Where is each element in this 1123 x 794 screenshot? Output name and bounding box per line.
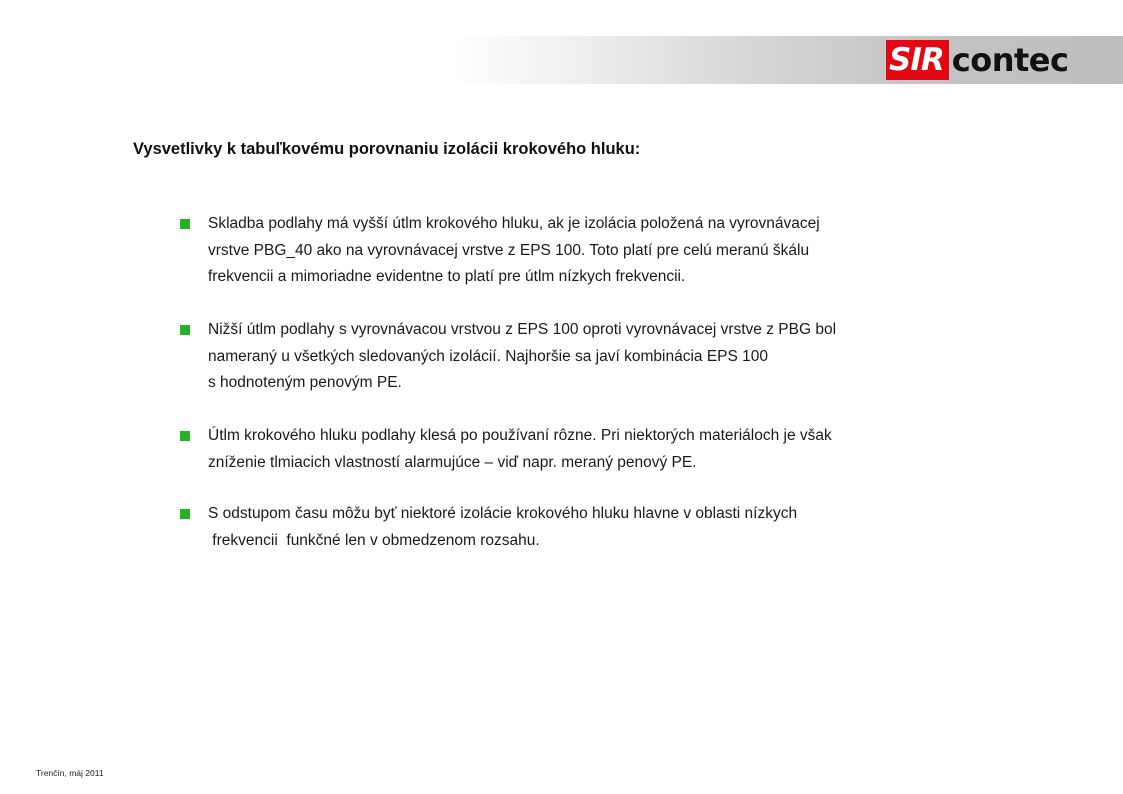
bullet-text-line: nameraný u všetkých sledovaných izolácií. Najhoršie sa javí kombinácia EPS 100 xyxy=(208,347,768,365)
bullet-text-line: S odstupom času môžu byť niektoré izolácie krokového hluku hlavne v oblasti nízkych xyxy=(208,505,798,522)
page-title: Vysvetlivky k tabuľkovému porovnaniu izolácii krokového hluku: xyxy=(133,140,641,158)
bullet-text-line: Skladba podlahy má vyšší útlm krokového hluku, ak je izolácia položená na vyrovnávacej xyxy=(208,215,820,232)
bullet-text-line: frekvencii funkčné len v obmedzenom rozsahu. xyxy=(208,531,540,549)
bullet-text-line: Útlm krokového hluku podlahy klesá po používaní rôzne. Pri niektorých materiáloch je však xyxy=(208,427,832,444)
footer-date-location: Trenčín, máj 2011 xyxy=(36,768,104,778)
sircontec-logo xyxy=(886,40,1068,80)
bullet-item xyxy=(179,211,939,291)
bullet-item xyxy=(179,501,939,554)
logo-sir-part: SIR xyxy=(886,40,949,80)
square-bullet-icon xyxy=(180,219,190,229)
bullet-list xyxy=(179,211,939,554)
bullet-text-line: Nižší útlm podlahy s vyrovnávacou vrstvou z EPS 100 oproti vyrovnávacej vrstve z PBG bol xyxy=(208,321,837,338)
logo-contec-part: contec xyxy=(951,41,1069,79)
bullet-text-line: s hodnoteným penovým PE. xyxy=(208,374,402,391)
bullet-text-line: frekvencii a mimoriadne evidentne to platí pre útlm nízkych frekvencii. xyxy=(208,268,686,285)
bullet-item xyxy=(179,423,939,476)
bullet-text-line: zníženie tlmiacich vlastností alarmujúce – viď napr. meraný penový PE. xyxy=(208,453,697,471)
bullet-item xyxy=(179,317,939,397)
square-bullet-icon xyxy=(180,325,190,335)
bullet-text-line: vrstve PBG_40 ako na vyrovnávacej vrstve z EPS 100. Toto platí pre celú meranú škálu xyxy=(208,241,810,259)
square-bullet-icon xyxy=(180,509,190,519)
square-bullet-icon xyxy=(180,431,190,441)
